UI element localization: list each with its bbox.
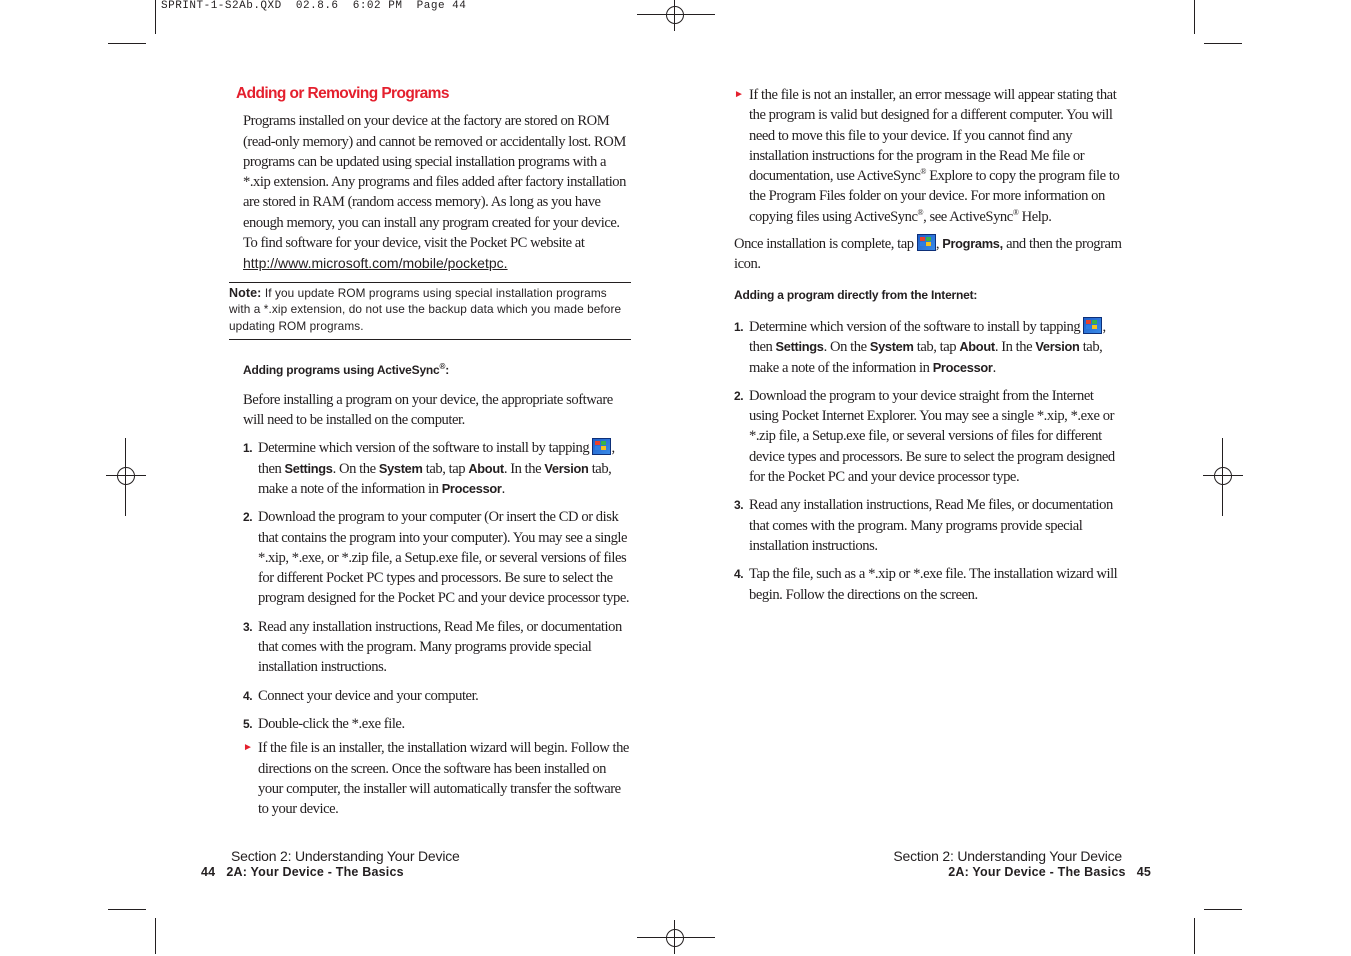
list-item (243, 686, 631, 706)
registration-mark (1205, 458, 1241, 494)
sub-heading-colon: : (445, 363, 450, 378)
crop-mark (155, 918, 156, 954)
sub-heading-activesync (229, 360, 631, 380)
bullet-item (734, 85, 1124, 227)
keyword-processor: Processor (441, 480, 502, 496)
bullet-item (243, 738, 631, 819)
step-text: tab, tap (916, 339, 957, 356)
step-text: Download the program to your computer (Or insert the CD or disk that contains the program into your computer). You may see a single *.xip, *.exe, or *.zip file, a Setup.exe file, or several versions of files for different Pocket PC types and processors. Be sure to select the program designed for the Pocket PC and your device processor type. (258, 509, 630, 607)
bullet-text: Help. (1018, 208, 1052, 225)
footer-chapter-line (201, 865, 460, 879)
crop-mark (1204, 43, 1242, 44)
step-number: 1. (734, 319, 744, 334)
step-list (734, 317, 1124, 605)
sub-heading-internet: Adding a program directly from the Internet: (734, 287, 978, 302)
registration-mark (657, 920, 693, 956)
note-label: Note: (229, 285, 262, 300)
footer-chapter: 2A: Your Device - The Basics (226, 865, 404, 879)
list-item (243, 438, 631, 499)
step-text: Read any installation instructions, Read Me files, or documentation that comes with the program. Many programs provide special installation instructions. (749, 497, 1113, 554)
crop-mark (155, 0, 156, 34)
list-item (734, 317, 1124, 378)
step-number: 2. (243, 510, 253, 525)
step-number: 5. (243, 716, 253, 731)
note-box (229, 282, 631, 341)
left-footer (201, 848, 460, 879)
step-text: tab, make a note of the information in (258, 460, 612, 497)
registered-mark: ® (439, 362, 446, 372)
step-text: Double-click the *.exe file. (258, 715, 405, 732)
keyword-about: About (468, 460, 504, 476)
keyword-settings: Settings (284, 460, 333, 476)
note-body: If you update ROM programs using special installation programs with a *.xip extension, do not use the backup data which you made before updating ROM programs. (229, 285, 622, 333)
step-text: . (992, 359, 996, 376)
keyword-about: About (959, 339, 995, 355)
step-text: . In the (994, 339, 1033, 356)
step-text: Tap the file, such as a *.xip or *.exe file. The installation wizard will begin. Follow the directions on the screen. (749, 566, 1118, 603)
registration-mark (108, 458, 144, 494)
step-text: Determine which version of the software to install by tapping (258, 440, 590, 457)
step-list (229, 438, 631, 819)
bullet-text: If the file is not an installer, an error message will appear stating that the program is valid but designed for a different computer. You will need to move this file to your device. If you cannot find any installation instructions for the program in the Read Me file or documentation, use ActiveSync (749, 87, 1117, 185)
step-text: . On the (332, 460, 376, 477)
bullet-text: If the file is an installer, the installation wizard will begin. Follow the directions on the screen. Once the software has been installed on your computer, the installer will automatically transfer the software to your device. (258, 740, 629, 818)
step-text: Read any installation instructions, Read Me files, or documentation that comes with the program. Many programs provide special installation instructions. (258, 618, 622, 676)
step-text: , then (749, 318, 1106, 356)
registered-mark: ® (917, 207, 924, 217)
crop-mark (1204, 909, 1242, 910)
right-footer (893, 848, 1151, 879)
footer-section: Section 2: Understanding Your Device (231, 848, 460, 864)
keyword-programs: Programs, (942, 236, 1003, 252)
step-text: Determine which version of the software to install by tapping (749, 318, 1081, 335)
page-number: 45 (1136, 865, 1151, 879)
right-page (734, 85, 1124, 605)
arrow-bullet-icon: ► (734, 89, 744, 100)
step-number: 3. (243, 619, 253, 634)
print-slug: SPRINT-1-S2Ab.QXD 02.8.6 6:02 PM Page 44 (161, 0, 467, 12)
step-text: Connect your device and your computer. (258, 687, 479, 704)
bullet-text: , see ActiveSync (923, 208, 1013, 225)
step-number: 1. (243, 441, 253, 456)
note-text (229, 285, 631, 335)
page-number: 44 (201, 865, 216, 879)
list-item (734, 495, 1124, 556)
intro-paragraph (229, 111, 631, 253)
keyword-version: Version (1035, 339, 1080, 355)
crop-mark (1194, 918, 1195, 954)
step-text: . (501, 480, 505, 497)
once-text: and then the program icon. (734, 236, 1122, 273)
list-item (734, 564, 1124, 605)
once-paragraph: Once installation is complete, tap , Programs, and then the program icon. (734, 236, 1122, 273)
keyword-system: System (869, 339, 914, 355)
step-number: 4. (734, 567, 744, 582)
arrow-bullet-icon: ► (243, 742, 253, 754)
intro-text: Programs installed on your device at the factory are stored on ROM (read-only memory) and cannot be removed or accidentally lost. ROM programs can be updated using special installation programs with a *.xip extension. Any programs and files added after factory installation are stored in RAM (random access memory). As long as you have enough memory, you can install any program created for your device. To find software for your device, visit the Pocket PC website at (243, 113, 627, 252)
footer-chapter-line (893, 865, 1151, 879)
step-text: . In the (503, 460, 542, 477)
registered-mark: ® (920, 167, 927, 177)
step-number: 4. (243, 688, 253, 703)
step-text: tab, make a note of the information in (749, 339, 1103, 376)
keyword-system: System (378, 460, 423, 476)
crop-mark (1194, 0, 1195, 34)
list-item (243, 617, 631, 678)
keyword-settings: Settings (775, 339, 824, 355)
url-line (229, 253, 631, 274)
step-number: 3. (734, 498, 744, 513)
footer-chapter: 2A: Your Device - The Basics (948, 865, 1126, 879)
keyword-processor: Processor (932, 359, 993, 375)
bullet-text: Explore to copy the program file to the Program Files folder on your device. For more information on copying files using ActiveSync (749, 168, 1120, 225)
step-text: tab, tap (425, 460, 466, 477)
registered-mark: ® (1012, 207, 1019, 217)
crop-mark (108, 43, 146, 44)
step-text: Download the program to your device straight from the Internet using Pocket Internet Explorer. You may see a single *.xip, *.exe or *.zip file, a Setup.exe file, or several versions of files for different device types and processors. Be sure to select the program designed for the Pocket PC and your device processor type. (749, 387, 1115, 486)
list-item (734, 386, 1124, 487)
once-text: Once installation is complete, tap (734, 236, 914, 253)
section-heading: Adding or Removing Programs (236, 85, 449, 102)
step-text: , then (258, 440, 615, 477)
step-text: . On the (823, 339, 867, 356)
step-number: 2. (734, 388, 744, 403)
windows-start-icon (592, 438, 611, 455)
windows-start-icon (1083, 317, 1102, 334)
list-item (243, 714, 631, 734)
windows-start-icon (917, 234, 936, 251)
list-item (243, 507, 631, 608)
crop-mark (108, 909, 146, 910)
before-paragraph: Before installing a program on your device, the appropriate software will need to be installed on the computer. (243, 391, 613, 429)
registration-mark (657, 0, 693, 33)
keyword-version: Version (544, 460, 589, 476)
pocketpc-link[interactable]: http://www.microsoft.com/mobile/pocketpc. (243, 255, 508, 272)
sub-heading-text: Adding programs using ActiveSync (243, 363, 440, 378)
footer-section: Section 2: Understanding Your Device (893, 848, 1122, 864)
left-page (229, 84, 631, 819)
